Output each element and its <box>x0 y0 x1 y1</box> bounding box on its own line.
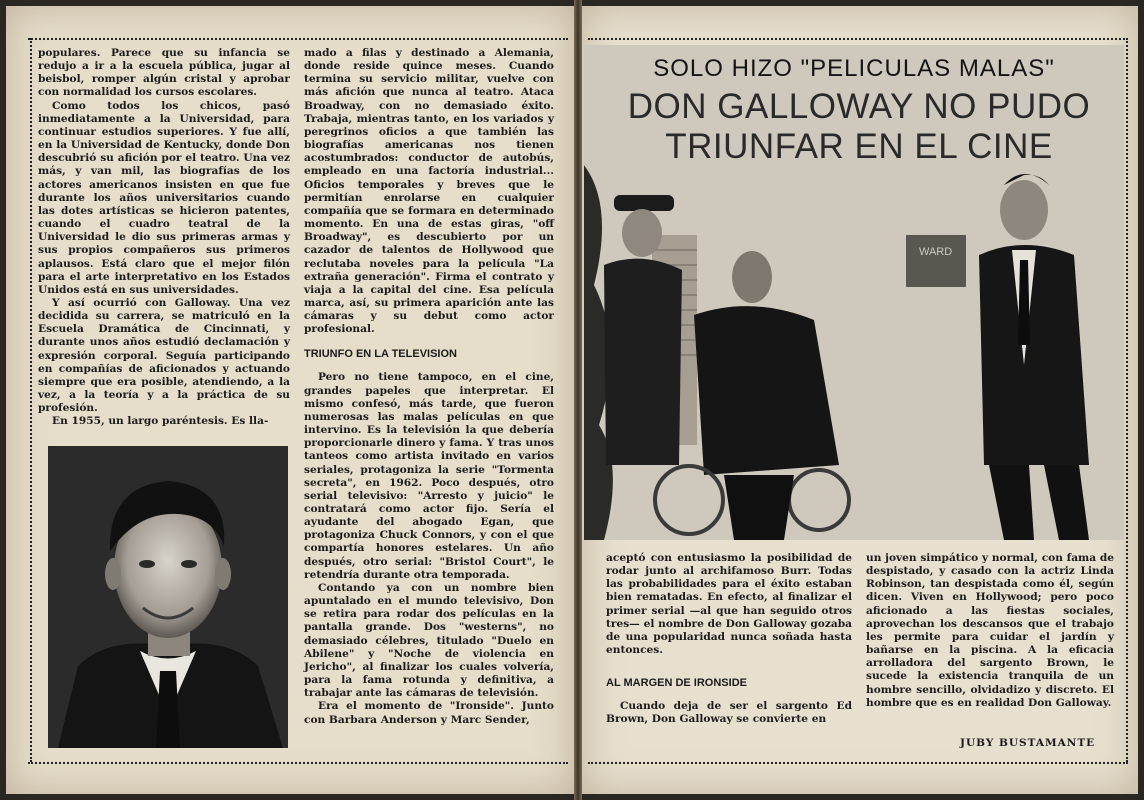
right-side-border <box>1126 38 1128 762</box>
left-side-border <box>30 38 32 762</box>
body-paragraph: Contando ya con un nombre bien apuntalado en el mundo televisivo, Don se retira para rodar dos películas en la pantalla grande. Dos "westerns", no demasiado célebres, titulado "Duelo en Abilene" y "Noche de violencia en Jericho", al finalizar los cuales volvería, para la fama rotunda y definitiva, a trabajar ante las cámaras de televisión. <box>304 581 554 700</box>
body-paragraph: mado a filas y destinado a Alemania, donde reside quince meses. Cuando termina su servicio militar, vuelve con más afición que nunca al teatro. Ataca Broadway, con no demasiado éxito. Trabaja, mientras tanto, en los variados y peregrinos oficios a que también las biografías americanas nos tienen acostumbrados: conductor de autobús, empleado en una factoría industrial... Oficios temporales y breves que le permitían enrolarse en cualquier compañía que se formara en determinado momento. En una de estas giras, "off Broadway", es descubierto por un cazador de talentos de Hollywood que reclutaba noveles para la película "La extraña generación". Firma el contrato y viaja a la capital del cine. Esa película marca, así, su primera aparición ante las cámaras y su debut como actor profesional. <box>304 47 554 336</box>
spine-gutter <box>574 0 582 800</box>
right-top-border <box>588 38 1128 40</box>
photo-sign-text: WARD <box>919 246 953 258</box>
body-paragraph: En 1955, un largo paréntesis. Es lla- <box>52 415 269 428</box>
section-heading-triunfo: TRIUNFO EN LA TELEVISION <box>304 348 457 361</box>
left-bottom-border <box>28 762 568 764</box>
body-paragraph: aceptó con entusiasmo la posibilidad de rodar junto al archifamoso Burr. Todas las probabilidades para el éxito estaban bien rematadas. En efecto, al finalizar el primer serial —al que han seguido otros tres— el nombre de Don Galloway gozaba de una popularidad nunca soñada hasta entonces. <box>606 552 852 657</box>
headline-kicker: SOLO HIZO "PELICULAS MALAS" <box>653 55 1055 82</box>
left-top-border <box>28 38 568 40</box>
author-byline: JUBY BUSTAMANTE <box>960 737 1096 749</box>
right-column-1 <box>606 552 852 727</box>
feature-photo <box>584 45 1124 540</box>
body-paragraph: Pero no tiene tampoco, en el cine, grandes papeles que interpretar. El mismo confesó, más tarde, que fueron numerosas las malas películas en que intervino. Es la televisión la que debería proporcionarle dinero y fama. Y tras unos tanteos como artista invitado en varios seriales, protagoniza la serie "Tormenta secreta", en 1962. Poco después, otro serial televisivo: "Arresto y juicio" le contratará como actor fijo. Sería el ayudante del abogado Egan, que protagoniza Chuck Connors, y con el que compartía honores estelares. Un año después, otro serial: "Bristol Court", le retendría durante otra temporada. <box>304 371 554 581</box>
left-column-2 <box>304 47 554 727</box>
right-bottom-border <box>588 762 1128 764</box>
body-paragraph: Cuando deja de ser el sargento Ed Brown, Don Galloway se convierte en <box>606 700 852 726</box>
headline-title: DON GALLOWAY NO PUDO TRIUNFAR EN EL CINE <box>627 87 1091 166</box>
body-paragraph: un joven simpático y normal, con fama de despistado, y casado con la actriz Linda Robinson, tan despistada como él, según dicen. Viven en Hollywood; pero poco aficionado a las fiestas sociales, aprovechan los descansos que el trabajo les permite para cuidar el jardín y bañarse en la piscina. A la eficacia arrolladora del sargento Brown, le sucede la existencia tranquila de un hombre sencillo, olvidadizo y discreto. El hombre que es en realidad Don Galloway. <box>866 552 1114 709</box>
body-paragraph: Y así ocurrió con Galloway. Una vez decidida su carrera, se matriculó en la Escuela Dramática de Cincinnati, y durante unos años estudió declamación y expresión corporal. Seguía participando en compañías de aficionados y actuando siempre que era posible, atendiendo, a la vez, a la teoría y a la práctica de su profesión. <box>38 296 290 415</box>
body-paragraph: Era el momento de "Ironside". Junto con Barbara Anderson y Marc Sender, <box>304 700 554 726</box>
body-paragraph: populares. Parece que su infancia se redujo a ir a la escuela pública, jugar al beisbol, romper algún cristal y aprobar con normalidad los cursos escolares. <box>38 47 290 99</box>
portrait-photo <box>48 446 288 748</box>
portrait-illustration <box>48 446 288 748</box>
body-paragraph: Como todos los chicos, pasó inmediatamente a la Universidad, para continuar estudios superiores. Y fue allí, en la Universidad de Kentucky, donde Don descubrió su afición por el teatro. Una vez más, y van mil, las biografías de los actores americanos insisten en que fue durante los años universitarios cuando las dotes artísticas se hicieron patentes, cuando el cuadro teatral de la Universidad le dio sus primeras armas y sus propios compañeros sus primeros aplausos. Está claro que el mejor filón para el arte interpretativo en los Estados Unidos está en sus universidades. <box>38 99 290 296</box>
section-heading-margen: AL MARGEN DE IRONSIDE <box>606 677 747 690</box>
left-column-1 <box>38 47 290 429</box>
right-column-2 <box>866 552 1114 710</box>
